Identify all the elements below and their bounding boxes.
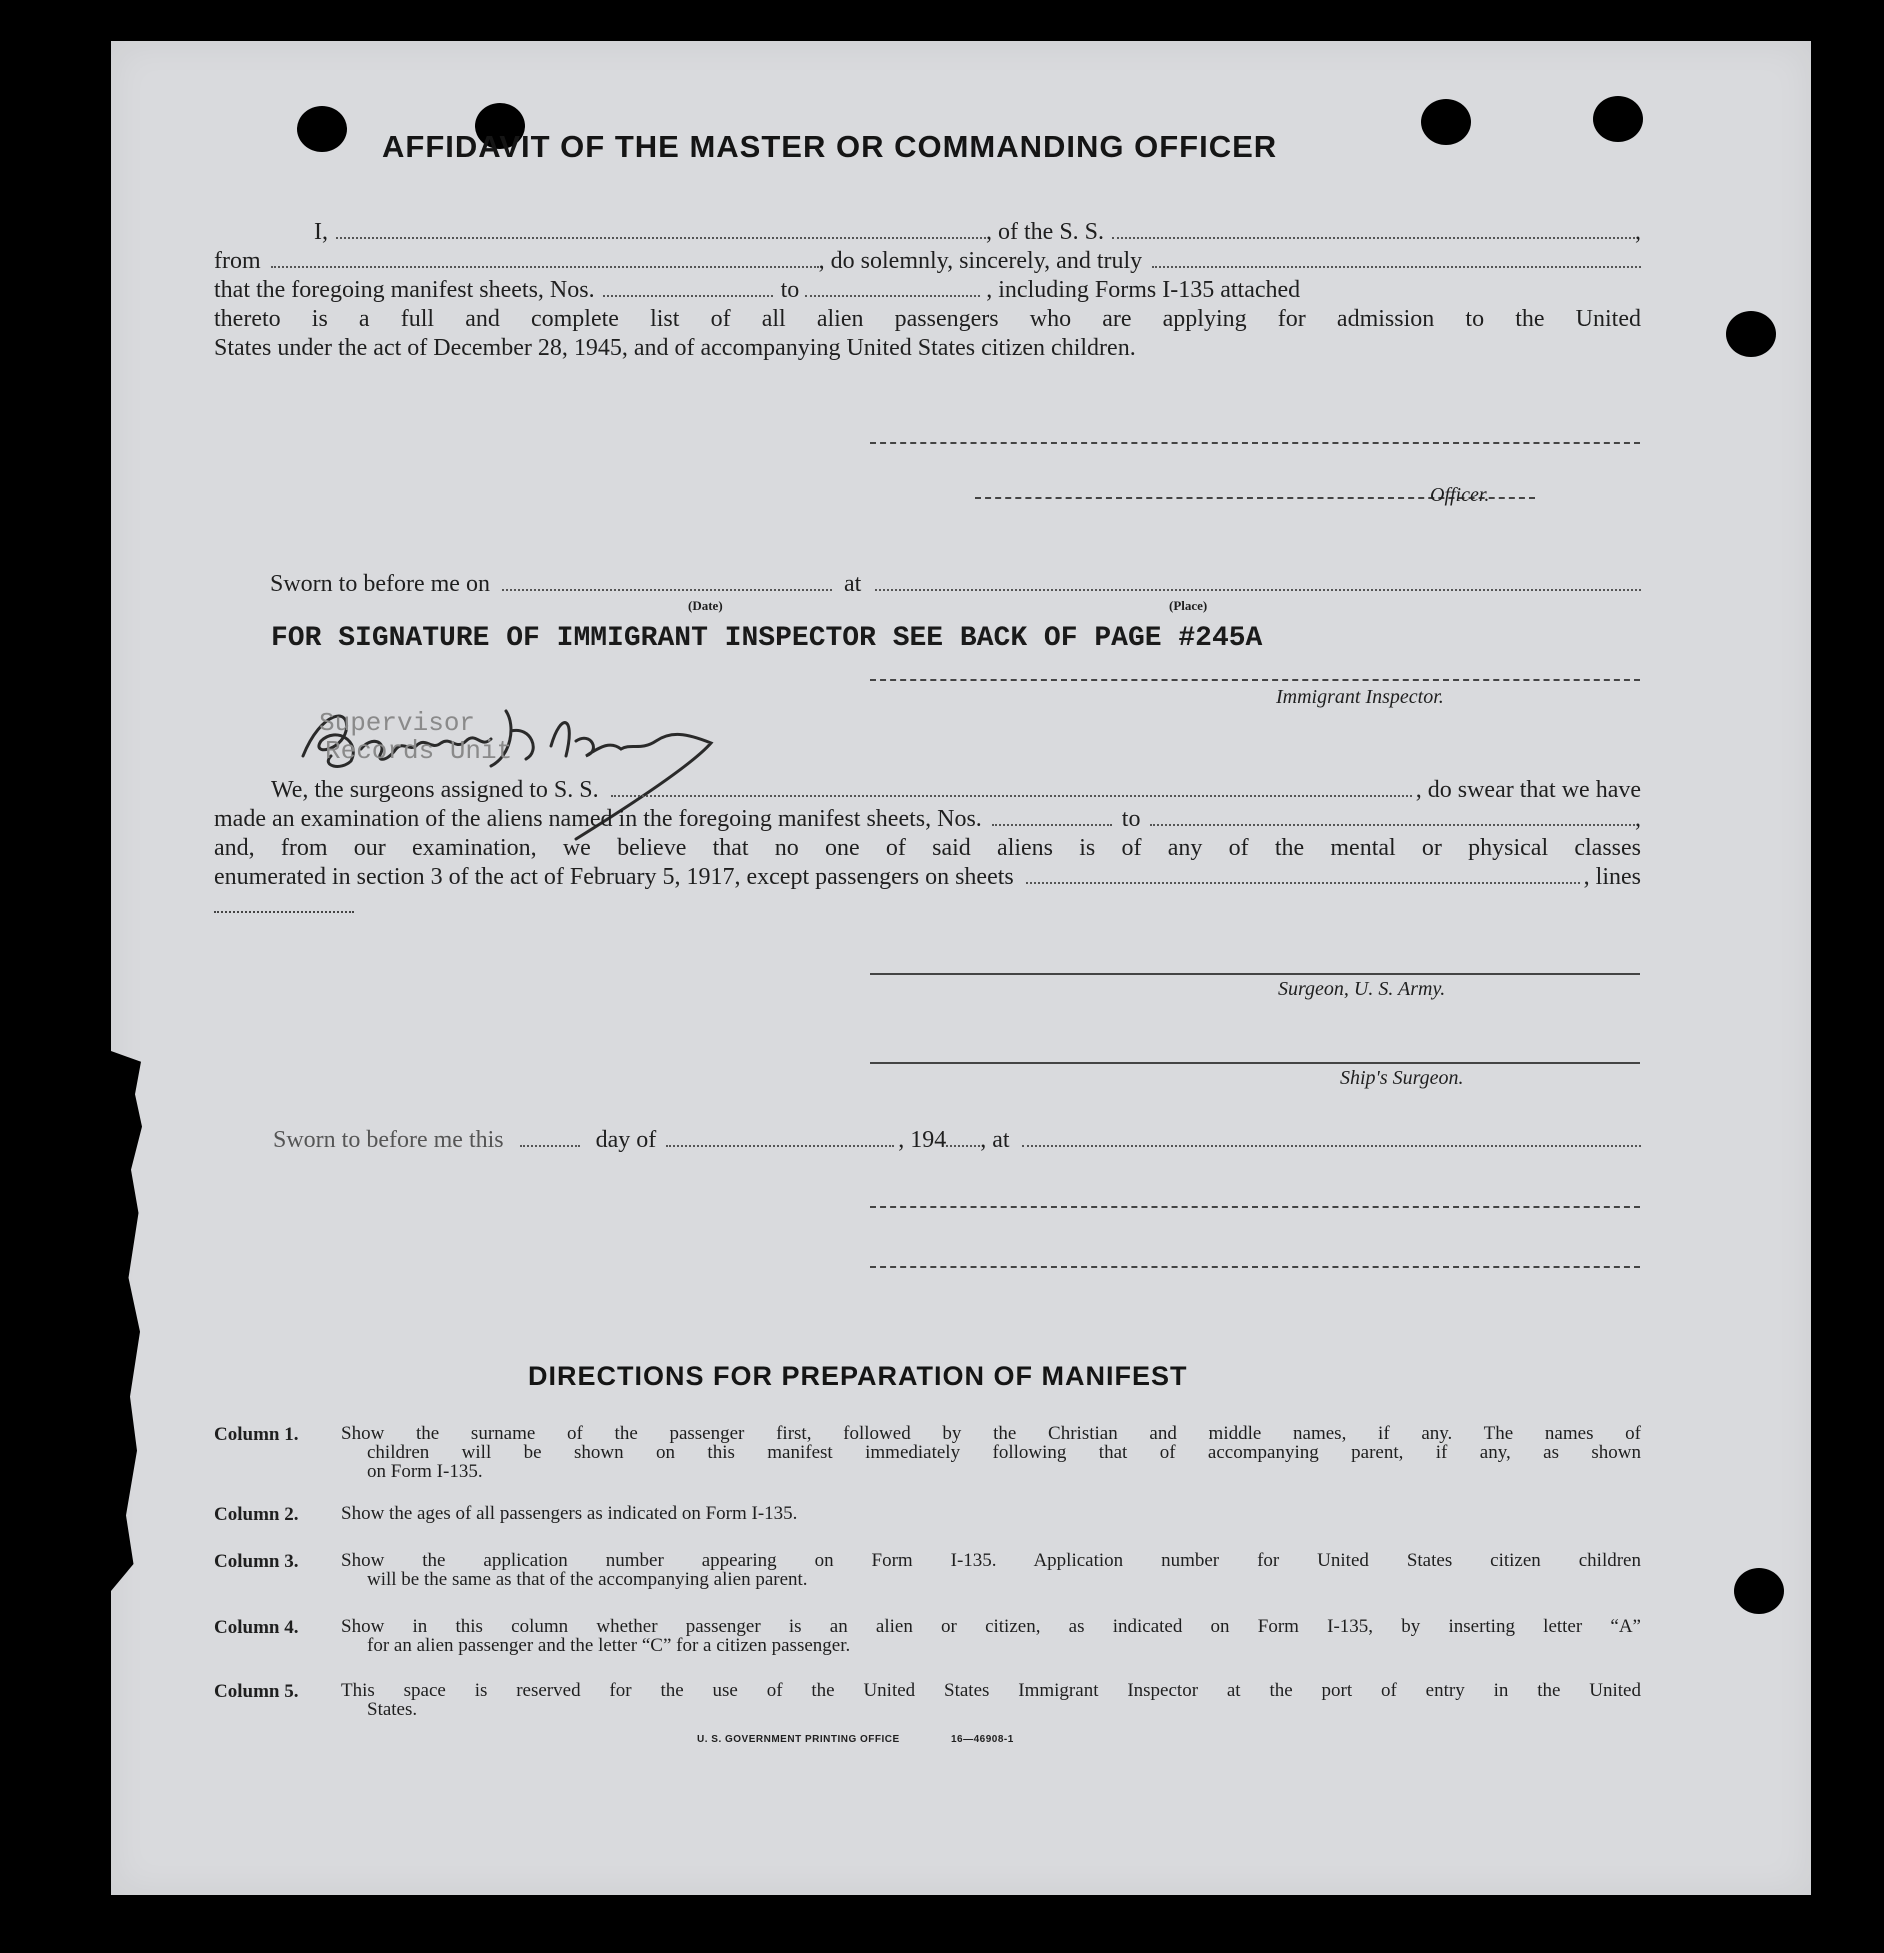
column-label: Column 2. <box>214 1504 299 1525</box>
officer-label: Officer. <box>1430 484 1490 506</box>
sheet-from-field[interactable] <box>603 291 773 297</box>
sworn-before-line: Sworn to before me on at <box>270 570 1641 599</box>
form-code: 16—46908-1 <box>951 1734 1014 1745</box>
stamp-line-2: Records Unit <box>325 736 513 766</box>
sworn-day-field[interactable] <box>520 1141 580 1147</box>
sworn-month-field[interactable] <box>666 1141 894 1147</box>
surgeons-line-1: We, the surgeons assigned to S. S. , do swear that we have <box>271 777 1641 803</box>
sworn-signature-line-1[interactable] <box>870 1206 1640 1208</box>
surgeon-sheet-to-field[interactable] <box>1150 820 1635 826</box>
surgeons-line-3: and, from our examination, we believe that no one of said aliens is of any of the mental or physical classes <box>214 835 1641 861</box>
affidavit-title: AFFIDAVIT OF THE MASTER OR COMMANDING OFFICER <box>382 129 1278 164</box>
inspector-label: Immigrant Inspector. <box>1276 686 1444 708</box>
army-surgeon-signature-line[interactable] <box>870 973 1640 975</box>
ship-surgeon-signature-line[interactable] <box>870 1062 1640 1064</box>
affidavit-line-2: from , do solemnly, sincerely, and truly <box>214 247 1641 276</box>
truly-field[interactable] <box>1152 262 1641 268</box>
column-label: Column 1. <box>214 1424 299 1445</box>
punch-hole <box>1734 1568 1784 1614</box>
affidavit-line-1: I, , of the S. S. , <box>314 219 1641 245</box>
army-surgeon-label: Surgeon, U. S. Army. <box>1278 978 1446 1000</box>
place-caption: (Place) <box>1169 598 1208 613</box>
officer-signature-line[interactable] <box>870 442 1640 444</box>
punch-hole <box>1421 99 1471 145</box>
affidavit-line-3: that the foregoing manifest sheets, Nos. to , including Forms I-135 attached <box>214 277 1301 303</box>
stamp-line-1: Supervisor <box>319 708 476 738</box>
sworn-place-field[interactable] <box>875 585 1641 591</box>
form-page: AFFIDAVIT OF THE MASTER OR COMMANDING OFFICER I, , of the S. S. , from , do solemnly, sincerely, and truly that the foregoing manifest sheets, Nos. to , including Forms I-135 attached thereto is a full and complete list of all alien passengers who are applying for admission to the United States under the act of December 28, 1945, and of accompanying United States citizen children. Officer. Sworn to before me on at (Date) (Place) FOR SIGNATURE OF IMMIGRANT INSPECTOR SEE BACK OF PAGE #245A Immigrant Inspector. Supervisor Records Unit We, the surgeons assigned to S. S. , do swear that we have made an examination of the aliens named in the foregoing manifest sheets, Nos. to , and, from our examination, we believe that no one of said aliens is of any of the mental or physical classes enumerated in section 3 of the act of February 5, 1917, except passengers on sheets , lines Surgeon, U. S. Army. Ship's Surgeon. Sworn to before me this day of , 194 , at DIRECTIONS FOR PREPARATION OF MANIFEST Column 1. Show the surname of the passenger first, followed by the Christian and middle names, if any. The names of children will be shown on this manifest immediately following that of accompanying parent, if any, as shown on Form I-135. Column 2. Show the ages of all passengers as indicated on Form I-135. Column 3. Show the application number appearing on Form I-135. Application number for United States citizen children will be the same as that of the accompanying alien parent. Column 4. Show in this column whether passenger is an alien or citizen, as indicated on Form I-135, by inserting letter “A” for an alien passenger and the letter “C” for a citizen passenger. Column 5. This space is reserved for the use of the United States Immigrant Inspector at the port of entry in the United States. U. S. GOVERNMENT PRINTING OFFICE 16—46908-1 <box>111 41 1811 1895</box>
inspector-signature-line[interactable] <box>870 679 1640 681</box>
surgeons-line-4: enumerated in section 3 of the act of February 5, 1917, except passengers on sheets , lines <box>214 864 1641 890</box>
from-port-field[interactable] <box>271 262 819 268</box>
excepted-lines-field[interactable] <box>214 911 354 913</box>
ship-surgeon-label: Ship's Surgeon. <box>1340 1067 1464 1089</box>
sworn-this-day-line: Sworn to before me this day of , 194 , at <box>273 1126 1641 1155</box>
excepted-sheets-field[interactable] <box>1026 878 1580 884</box>
punch-hole <box>297 106 347 152</box>
column-label: Column 5. <box>214 1681 299 1702</box>
directions-title: DIRECTIONS FOR PREPARATION OF MANIFEST <box>528 1361 1188 1391</box>
punch-hole <box>1593 96 1643 142</box>
sworn-place-2-field[interactable] <box>1022 1141 1641 1147</box>
surgeon-ship-field[interactable] <box>611 791 1412 797</box>
surgeon-sheet-from-field[interactable] <box>992 820 1112 826</box>
affidavit-line-4: thereto is a full and complete list of all alien passengers who are applying for admission to the United <box>214 306 1641 332</box>
sworn-date-field[interactable] <box>502 585 832 591</box>
column-label: Column 3. <box>214 1551 299 1572</box>
column-label: Column 4. <box>214 1617 299 1638</box>
sworn-signature-line-2[interactable] <box>870 1266 1640 1268</box>
sworn-year-field[interactable] <box>946 1141 980 1147</box>
punch-hole <box>1726 311 1776 357</box>
master-name-field[interactable] <box>336 233 986 239</box>
sheet-to-field[interactable] <box>805 291 980 297</box>
torn-edge <box>111 1051 161 1591</box>
affidavit-line-5: States under the act of December 28, 1945, and of accompanying United States citizen children. <box>214 335 1136 361</box>
ship-name-field[interactable] <box>1112 233 1635 239</box>
surgeons-line-2: made an examination of the aliens named in the foregoing manifest sheets, Nos. to , <box>214 806 1641 832</box>
inspector-note: FOR SIGNATURE OF IMMIGRANT INSPECTOR SEE BACK OF PAGE #245A <box>271 623 1263 654</box>
date-caption: (Date) <box>688 598 723 613</box>
printer-imprint: U. S. GOVERNMENT PRINTING OFFICE <box>697 1734 900 1745</box>
